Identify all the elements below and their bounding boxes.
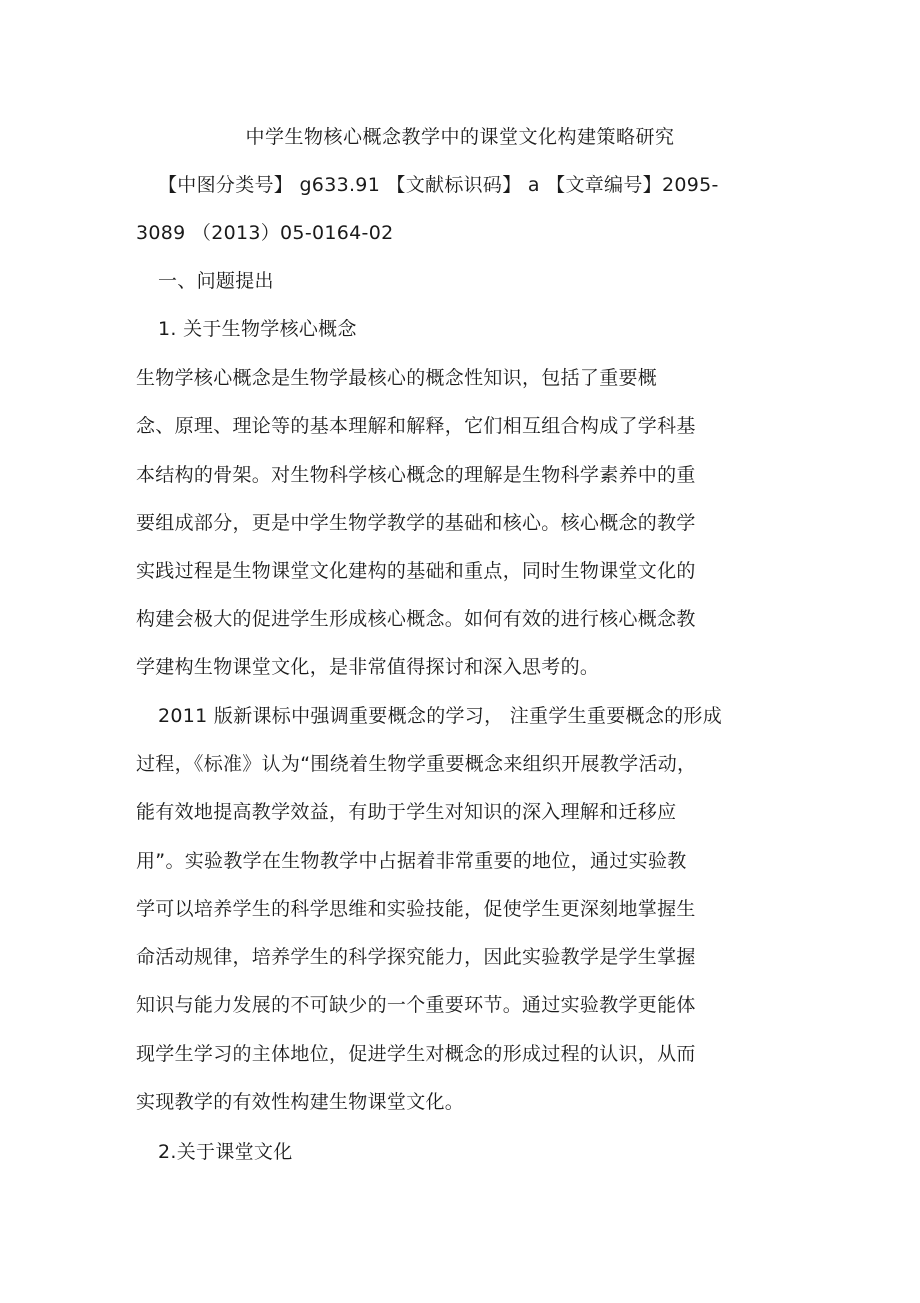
paragraph-line: 学建构生物课堂文化，是非常值得探讨和深入思考的。 [136,656,600,678]
document-title: 中学生物核心概念教学中的课堂文化构建策略研究 [245,126,675,148]
meta-line: 3089 （2013）05-0164-02 [136,222,394,244]
paragraph-line: 要组成部分，更是中学生物学教学的基础和核心。核心概念的教学 [136,512,696,534]
paragraph-line: 2011 版新课标中强调重要概念的学习， 注重学生重要概念的形成 [158,705,723,727]
subsection-heading: 2.关于课堂文化 [158,1141,293,1163]
paragraph-line: 命活动规律，培养学生的科学探究能力，因此实验教学是学生掌握 [136,946,696,968]
paragraph-line: 念、原理、理论等的基本理解和解释，它们相互组合构成了学科基 [136,415,696,437]
paragraph-line: 本结构的骨架。对生物科学核心概念的理解是生物科学素养中的重 [136,464,696,486]
paragraph-line: 知识与能力发展的不可缺少的一个重要环节。通过实验教学更能体 [136,994,696,1016]
paragraph-line: 生物学核心概念是生物学最核心的概念性知识，包括了重要概 [136,367,658,389]
section-heading: 一、问题提出 [158,270,274,292]
paragraph-line: 过程，《标准》认为“围绕着生物学重要概念来组织开展教学活动， [136,753,697,775]
paragraph-line: 能有效地提高教学效益，有助于学生对知识的深入理解和迁移应 [136,801,677,823]
paragraph-line: 实现教学的有效性构建生物课堂文化。 [136,1091,465,1113]
paragraph-line: 学可以培养学生的科学思维和实验技能，促使学生更深刻地掌握生 [136,898,696,920]
paragraph-line: 实践过程是生物课堂文化建构的基础和重点，同时生物课堂文化的 [136,560,696,582]
meta-line: 【中图分类号】 g633.91 【文献标识码】 a 【文章编号】2095- [158,174,719,196]
paragraph-line: 构建会极大的促进学生形成核心概念。如何有效的进行核心概念教 [136,608,696,630]
paragraph-line: 现学生学习的主体地位，促进学生对概念的形成过程的认识，从而 [136,1043,696,1065]
paragraph-line: 用”。实验教学在生物教学中占据着非常重要的地位，通过实验教 [136,850,687,872]
subsection-heading: 1. 关于生物学核心概念 [158,318,357,340]
